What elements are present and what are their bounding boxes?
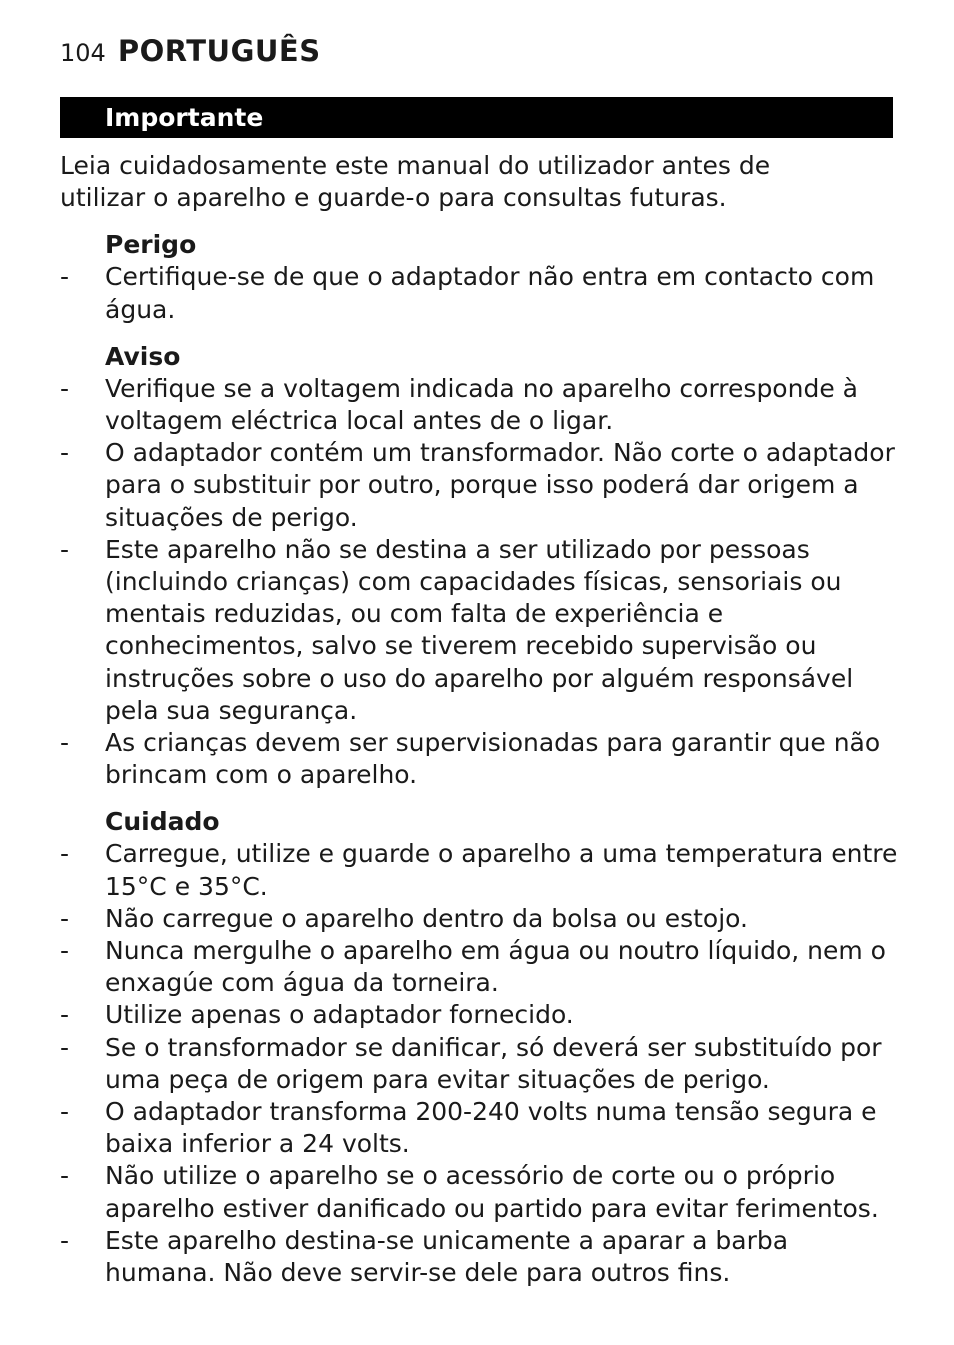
list-item <box>60 1096 905 1160</box>
bullet-dash: - <box>60 936 70 966</box>
bullet-list-aviso <box>60 373 910 792</box>
group-cuidado <box>60 806 910 1289</box>
intro-paragraph: Leia cuidadosamente este manual do utilizador antes de utilizar o aparelho e guarde-o para consultas futuras. <box>60 151 771 213</box>
list-item-text: Utilize apenas o adaptador fornecido. <box>105 1000 574 1030</box>
bullet-dash: - <box>60 1000 70 1030</box>
list-item-text: Nunca mergulhe o aparelho em água ou noutro líquido, nem o enxagúe com água da torneira. <box>105 936 886 998</box>
bullet-dash: - <box>60 839 70 869</box>
bullet-list-perigo <box>60 261 910 325</box>
list-item <box>60 261 905 325</box>
list-item <box>60 437 905 534</box>
list-item <box>60 999 905 1031</box>
list-item <box>60 373 905 437</box>
list-item <box>60 1032 905 1096</box>
page-header <box>60 34 321 68</box>
list-item <box>60 903 905 935</box>
bullet-dash: - <box>60 728 70 758</box>
sub-heading-aviso: Aviso <box>105 341 181 371</box>
bullet-list-cuidado <box>60 838 910 1289</box>
list-item-text: Carregue, utilize e guarde o aparelho a uma temperatura entre 15°C e 35°C. <box>105 839 898 901</box>
list-item-text: As crianças devem ser supervisionadas para garantir que não brincam com o aparelho. <box>105 728 881 790</box>
bullet-dash: - <box>60 438 70 468</box>
list-item-text: O adaptador contém um transformador. Não corte o adaptador para o substituir por outro, porque isso poderá dar origem a situações de perigo. <box>105 438 895 532</box>
sub-heading-perigo: Perigo <box>105 230 197 260</box>
list-item-text: Este aparelho destina-se unicamente a aparar a barba humana. Não deve servir-se dele para outros fins. <box>105 1225 789 1288</box>
page-number: 104 <box>60 39 106 67</box>
list-item-text: Não carregue o aparelho dentro da bolsa ou estojo. <box>105 903 748 933</box>
bullet-dash: - <box>60 262 70 292</box>
bullet-dash: - <box>60 1161 70 1191</box>
list-item <box>60 727 905 791</box>
list-item-text: Se o transformador se danificar, só deverá ser substituído por uma peça de origem para evitar situações de perigo. <box>105 1032 882 1094</box>
bullet-dash: - <box>60 1225 70 1255</box>
group-aviso <box>60 341 910 792</box>
bullet-dash: - <box>60 1032 70 1062</box>
list-item-text: O adaptador transforma 200-240 volts numa tensão segura e baixa inferior a 24 volts. <box>105 1097 877 1159</box>
list-item-text: Verifique se a voltagem indicada no aparelho corresponde à voltagem eléctrica local antes de o ligar. <box>105 373 858 436</box>
list-item <box>60 1160 905 1224</box>
list-item-text: Este aparelho não se destina a ser utilizado por pessoas (incluindo crianças) com capacidades físicas, sensoriais ou mentais reduzidas, ou com falta de experiência e conhecimentos, salvo se tiverem recebido supervisão ou instruções sobre o uso do aparelho por alguém responsável pela sua segurança. <box>105 534 854 725</box>
list-item <box>60 838 905 902</box>
bullet-dash: - <box>60 534 70 564</box>
sub-heading-cuidado: Cuidado <box>105 807 220 837</box>
document-body <box>60 150 910 1289</box>
section-title-bar: Importante <box>60 97 893 138</box>
group-perigo <box>60 229 910 325</box>
language-title: PORTUGUÊS <box>117 34 321 68</box>
bullet-dash: - <box>60 373 70 403</box>
list-item-text: Certifique-se de que o adaptador não entra em contacto com água. <box>105 262 875 324</box>
bullet-dash: - <box>60 1097 70 1127</box>
list-item <box>60 534 905 727</box>
list-item <box>60 935 905 999</box>
list-item-text: Não utilize o aparelho se o acessório de corte ou o próprio aparelho estiver danificado ou partido para evitar ferimentos. <box>105 1161 879 1223</box>
bullet-dash: - <box>60 903 70 933</box>
list-item <box>60 1225 905 1289</box>
